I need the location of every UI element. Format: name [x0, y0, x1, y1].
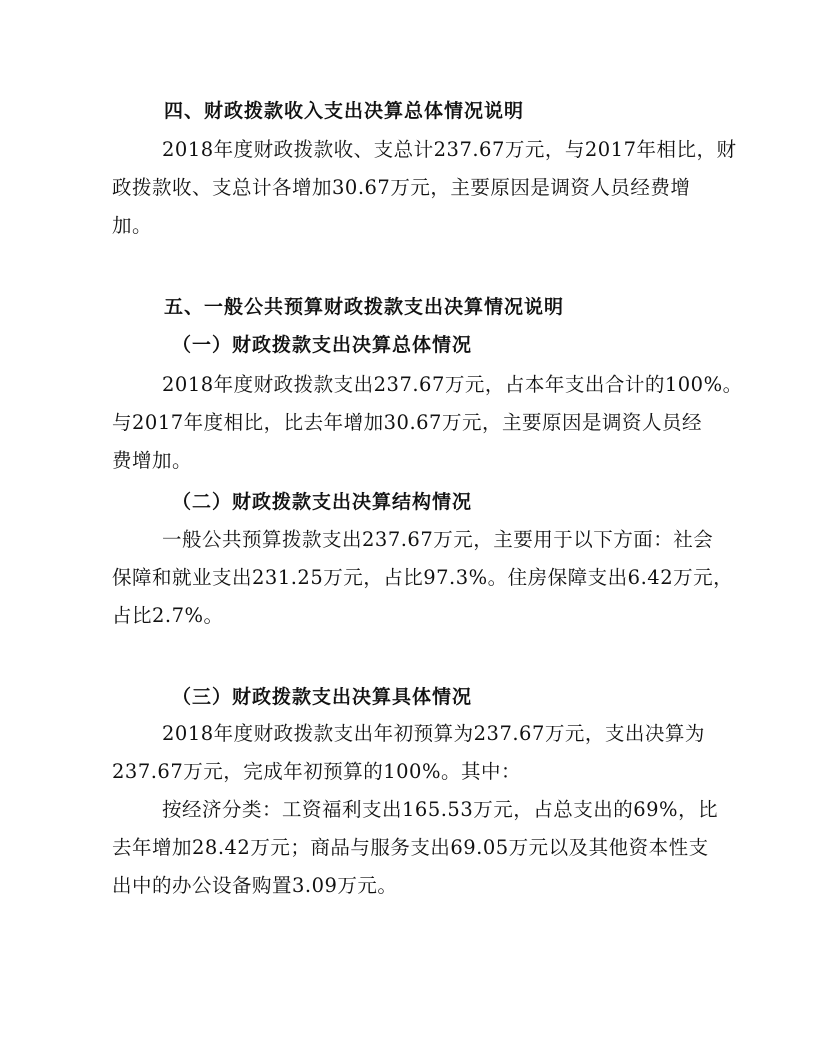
subsection-2-paragraph [112, 521, 734, 635]
paragraph-line: 2018年度财政拨款收、支总计237.67万元，与2017年相比，财 [162, 138, 737, 161]
subsection-3-heading: （三）财政拨款支出决算具体情况 [172, 686, 473, 708]
subsection-2-heading: （二）财政拨款支出决算结构情况 [172, 491, 473, 513]
paragraph-line: 按经济分类：工资福利支出165.53万元，占总支出的69%，比 [162, 798, 719, 821]
paragraph-line: 与2017年度相比，比去年增加30.67万元，主要原因是调资人员经 [112, 411, 702, 434]
paragraph-line: 去年增加28.42万元；商品与服务支出69.05万元以及其他资本性支 [112, 836, 709, 859]
paragraph-line: 2018年度财政拨款支出237.67万元，占本年支出合计的100%。 [162, 373, 743, 396]
paragraph-line: 加。 [112, 214, 153, 237]
subsection-1-paragraph [112, 366, 743, 480]
paragraph-line: 一般公共预算拨款支出237.67万元，主要用于以下方面：社会 [162, 528, 714, 551]
paragraph-line: 费增加。 [112, 449, 193, 472]
paragraph-line: 占比2.7%。 [112, 604, 224, 627]
paragraph-line: 保障和就业支出231.25万元，占比97.3%。住房保障支出6.42万元， [112, 566, 734, 589]
paragraph-line: 237.67万元，完成年初预算的100%。其中： [112, 760, 521, 783]
subsection-3-paragraph [112, 715, 719, 905]
section-4-paragraph [112, 131, 737, 245]
paragraph-line: 政拨款收、支总计各增加30.67万元，主要原因是调资人员经费增 [112, 176, 691, 199]
section-5-heading: 五、一般公共预算财政拨款支出决算情况说明 [164, 296, 565, 318]
paragraph-line: 出中的办公设备购置3.09万元。 [112, 874, 398, 897]
paragraph-line: 2018年度财政拨款支出年初预算为237.67万元，支出决算为 [162, 722, 705, 745]
section-4-heading: 四、财政拨款收入支出决算总体情况说明 [164, 100, 525, 122]
subsection-1-heading: （一）财政拨款支出决算总体情况 [172, 334, 473, 356]
